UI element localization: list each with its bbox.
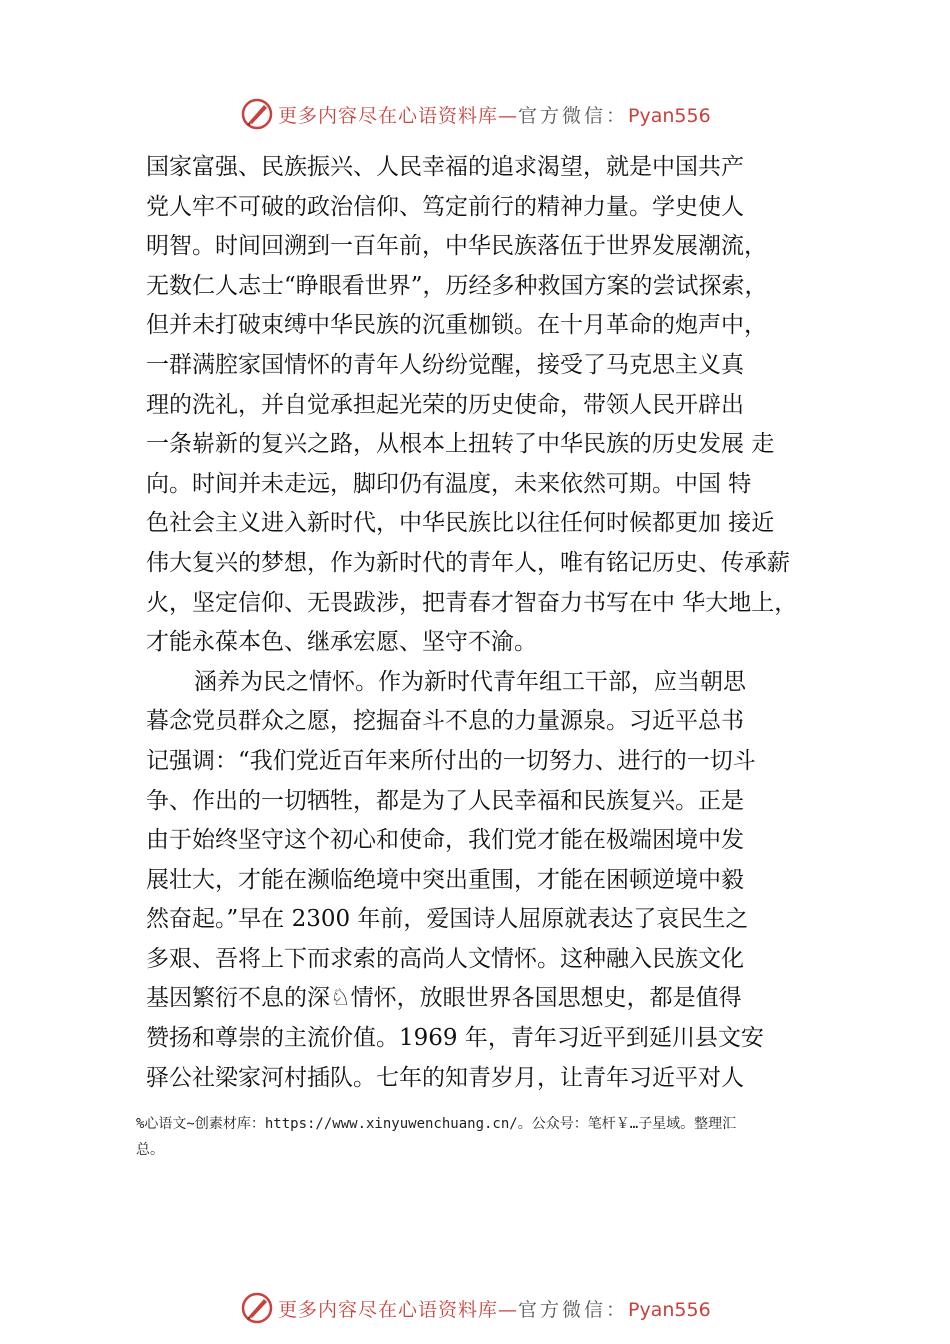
body-line: 暮念党员群众之愿，挖掘奋斗不息的力量源泉。习近平总书 [146, 708, 744, 735]
body-line: 色社会主义进入新时代，中华民族比以往任何时候都更加 接近 [146, 510, 775, 537]
body-line: 记强调：“我们党近百年来所付出的一切努力、进行的一切斗 [146, 747, 756, 774]
banner-sub: 官方微信： [518, 104, 629, 127]
banner-dash: — [498, 1298, 519, 1321]
banner-text [278, 1295, 711, 1322]
body-line: 明智。时间回溯到一百年前，中华民族落伍于世界发展潮流， [146, 233, 767, 260]
body-line: 无数仁人志士“睁眼看世界”，历经多种救国方案的尝试探索， [146, 272, 768, 299]
body-line: 党人牢不可破的政治信仰、笃定前行的精神力量。学史使人 [146, 193, 744, 220]
article-body [146, 148, 846, 1098]
body-line: 赞扬和尊崇的主流价值。1969 年，青年习近平到延川县文安 [146, 1025, 764, 1052]
body-line: 驿公社梁家河村插队。七年的知青岁月，让青年习近平对人 [146, 1064, 744, 1091]
pen-logo-icon [240, 97, 274, 131]
body-line: 向。时间并未走远，脚印仍有温度，未来依然可期。中国 特 [146, 470, 752, 497]
body-line: 一条崭新的复兴之路，从根本上扭转了中华民族的历史发展 走 [146, 431, 775, 458]
body-line: 国家富强、民族振兴、人民幸福的追求渴望，就是中国共产 [146, 154, 744, 180]
body-line: 多艰、吾将上下而求索的高尚人文情怀。这种融入民族文化 [146, 945, 744, 972]
body-line: 才能永葆本色、继承宏愿、坚守不渝。 [146, 629, 537, 656]
body-line: 展壮大，才能在濒临绝境中突出重围，才能在困顿逆境中毅 [146, 866, 744, 893]
banner-sub: 官方微信： [518, 1298, 629, 1321]
body-line: 火，坚定信仰、无畏跋涉，把青春才智奋力书写在中 华大地上， [146, 589, 798, 616]
body-line: 伟大复兴的梦想，作为新时代的青年人，唯有铭记历史、传承薪 [146, 549, 790, 576]
footer-banner [240, 1290, 760, 1326]
body-line: 基因繁衍不息的深♘情怀，放眼世界各国思想史，都是值得 [146, 985, 742, 1012]
header-banner [240, 96, 760, 132]
body-line: 然奋起。”早在 2300 年前，爱国诗人屈原就表达了哀民生之 [146, 906, 749, 933]
banner-text [278, 101, 711, 128]
body-line: 理的洗礼，并自觉承担起光荣的历史使命，带领人民开辟出 [146, 391, 744, 418]
pen-logo-icon [240, 1291, 274, 1325]
body-line: 一群满腔家国情怀的青年人纷纷觉醒，接受了马克思主义真 [146, 351, 744, 378]
body-line: 由于始终坚守这个初心和使命，我们党才能在极端困境中发 [146, 827, 744, 854]
body-line: 但并未打破束缚中华民族的沉重枷锁。在十月革命的炮声中， [146, 312, 767, 339]
banner-wechat: Pyan556 [628, 104, 711, 127]
paragraph-start-line: 涵养为民之情怀。作为新时代青年组工干部，应当朝思 [194, 668, 746, 695]
banner-title: 更多内容尽在心语资料库 [278, 104, 499, 127]
banner-wechat: Pyan556 [628, 1298, 711, 1321]
body-line: 争、作出的一切牺牲，都是为了人民幸福和民族复兴。正是 [146, 787, 744, 814]
footnote-line: 总。 [136, 1142, 164, 1158]
footnote-line: %心语文~创素材库：https://www.xinyuwenchuang.cn/。公众号：笔杆￥…子星域。整理汇 [136, 1116, 737, 1132]
source-footnote [136, 1111, 846, 1163]
banner-title: 更多内容尽在心语资料库 [278, 1298, 499, 1321]
banner-dash: — [498, 104, 519, 127]
